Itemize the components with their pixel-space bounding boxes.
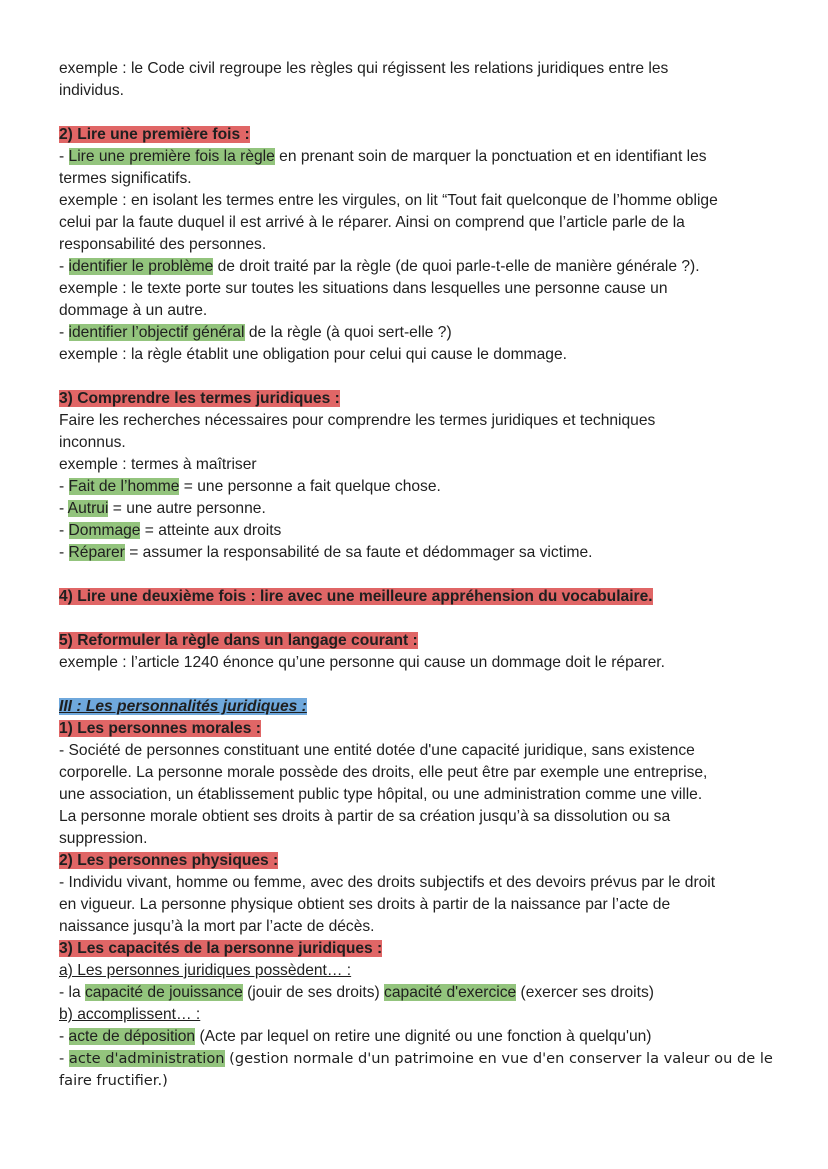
bullet-line: - la capacité de jouissance (jouir de ses droits) capacité d'exercice (exercer ses droits) [59,984,654,1001]
text-line: une association, un établissement public type hôpital, ou une administration comme une ville. [59,786,703,803]
heading-highlight: 3) Les capacités de la personne juridiques : [59,940,383,957]
subheading: a) Les personnes juridiques possèdent… : [59,962,352,979]
text-line: - Société de personnes constituant une entité dotée d'une capacité juridique, sans existence [59,742,695,759]
heading-highlight: 5) Reformuler la règle dans un langage courant : [59,632,418,649]
bullet-line: - acte de déposition (Acte par lequel on retire une dignité ou une fonction à quelqu'un) [59,1028,652,1045]
heading-highlight: 3) Comprendre les termes juridiques : [59,390,340,407]
section-heading [59,124,779,146]
part-heading [59,696,779,718]
intro-line: exemple : le Code civil regroupe les règles qui régissent les relations juridiques entre les [59,60,669,77]
heading-highlight: 2) Lire une première fois : [59,126,250,143]
section-heading [59,718,779,740]
term-highlight: Réparer [68,544,125,561]
term-highlight: identifier le problème [68,258,214,275]
text-line: suppression. [59,830,148,847]
term-highlight: acte d'administration [68,1050,225,1067]
heading-highlight: 4) Lire une deuxième fois : lire avec une meilleure appréhension du vocabulaire. [59,588,653,605]
text-line: naissance jusqu’à la mort par l’acte de décès. [59,918,375,935]
section-heading [59,388,779,410]
bullet-line: - acte d'administration (gestion normale d'un patrimoine en vue d'en conserver la valeur ou de le [59,1050,773,1067]
bullet-line: - Lire une première fois la règle en prenant soin de marquer la ponctuation et en identifiant les [59,148,707,165]
text-line: La personne morale obtient ses droits à partir de sa création jusqu’à sa dissolution ou sa [59,808,671,825]
example-line: exemple : la règle établit une obligation pour celui qui cause le dommage. [59,346,567,363]
intro-line: individus. [59,82,125,99]
term-line: - Fait de l’homme = une personne a fait quelque chose. [59,478,441,495]
term-highlight: Fait de l’homme [68,478,180,495]
example-line: celui par la faute duquel il est arrivé à le réparer. Ainsi on comprend que l’article parle de la [59,214,685,231]
example-line: dommage à un autre. [59,302,208,319]
bullet-line: - identifier l’objectif général de la règle (à quoi sert-elle ?) [59,324,452,341]
section-heading [59,630,779,652]
example-line: exemple : le texte porte sur toutes les situations dans lesquelles une personne cause un [59,280,668,297]
section-heading [59,938,779,960]
text-line: Faire les recherches nécessaires pour comprendre les termes juridiques et techniques [59,412,656,429]
section-heading [59,586,779,608]
term-highlight: Dommage [68,522,141,539]
example-line: exemple : termes à maîtriser [59,456,257,473]
heading-highlight: 2) Les personnes physiques : [59,852,279,869]
example-line: exemple : l’article 1240 énonce qu’une personne qui cause un dommage doit le réparer. [59,654,665,671]
text-line: corporelle. La personne morale possède des droits, elle peut être par exemple une entreprise, [59,764,708,781]
bullet-line: - identifier le problème de droit traité par la règle (de quoi parle-t-elle de manière générale ?). [59,258,700,275]
example-line: responsabilité des personnes. [59,236,267,253]
text-line: - Individu vivant, homme ou femme, avec des droits subjectifs et des devoirs prévus par le droit [59,874,716,891]
term-line: - Autrui = une autre personne. [59,500,266,517]
term-highlight: capacité de jouissance [85,984,243,1001]
term-highlight: acte de déposition [68,1028,196,1045]
document-page [59,58,779,1092]
part-highlight: III : Les personnalités juridiques : [59,698,307,715]
section-heading [59,850,779,872]
heading-highlight: 1) Les personnes morales : [59,720,261,737]
text-line: faire fructifier.) [59,1072,168,1089]
example-line: exemple : en isolant les termes entre les virgules, on lit “Tout fait quelconque de l’homme oblige [59,192,718,209]
term-highlight: identifier l’objectif général [68,324,245,341]
term-highlight: Lire une première fois la règle [68,148,275,165]
text-line: termes significatifs. [59,170,192,187]
text-line: inconnus. [59,434,126,451]
subheading: b) accomplissent… : [59,1006,201,1023]
term-highlight: Autrui [67,500,109,517]
term-line: - Dommage = atteinte aux droits [59,522,282,539]
text-line: en vigueur. La personne physique obtient ses droits à partir de la naissance par l’acte de [59,896,671,913]
term-highlight: capacité d'exercice [384,984,517,1001]
term-line: - Réparer = assumer la responsabilité de sa faute et dédommager sa victime. [59,544,593,561]
